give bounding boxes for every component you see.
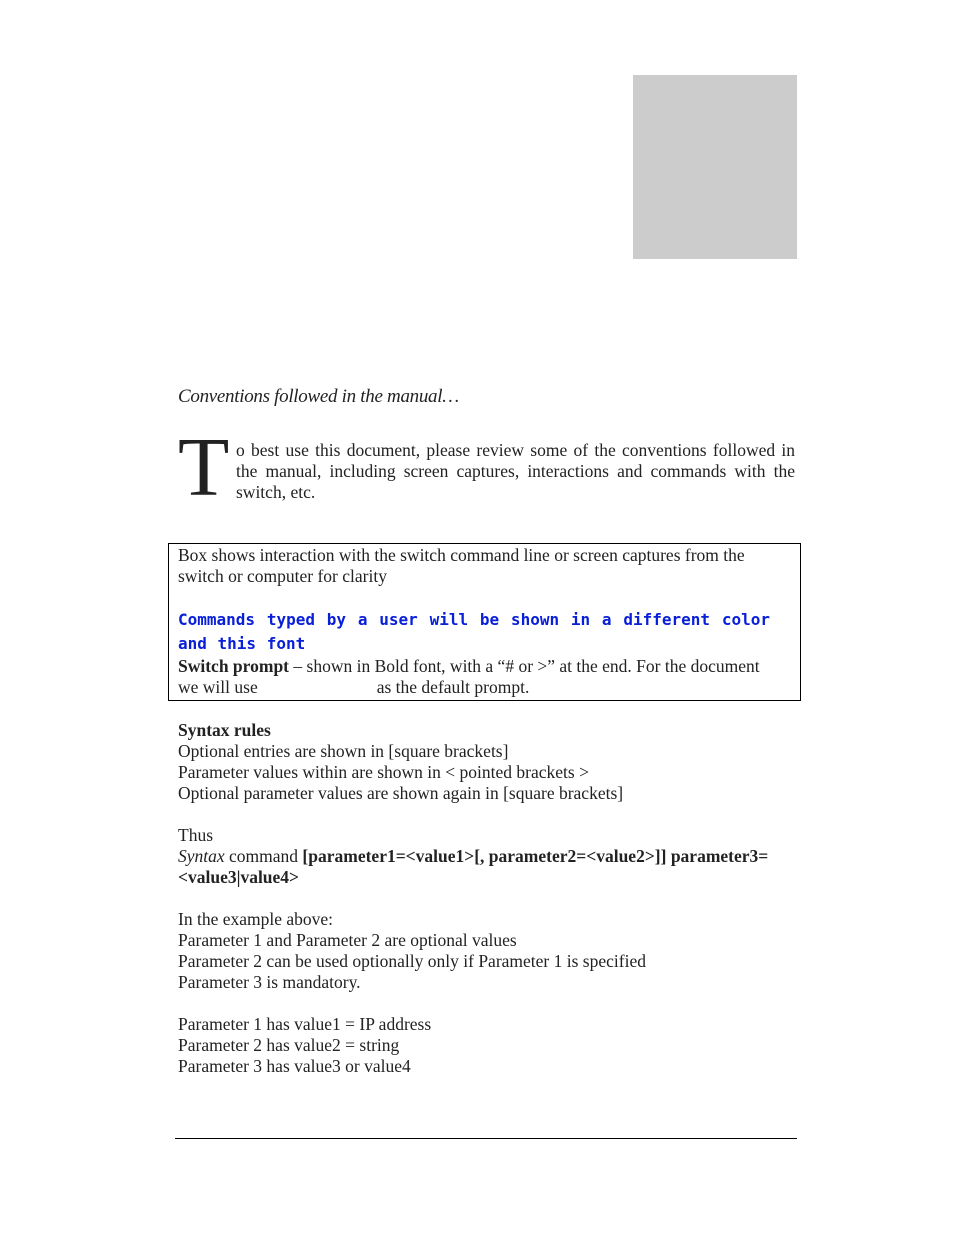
rule-line: Optional parameter values are shown again in [square brackets] [178, 783, 624, 803]
value-line: Parameter 1 has value1 = IP address [178, 1014, 432, 1034]
syntax-example-params: [parameter1=<value1>[, parameter2=<value2>]] parameter3=<value3|value4> [178, 846, 769, 887]
chapter-marker-block [633, 75, 797, 259]
explain-line: Parameter 3 is mandatory. [178, 972, 361, 992]
value-line: Parameter 2 has value2 = string [178, 1035, 400, 1055]
box-description: Box shows interaction with the switch command line or screen captures from the switch or computer for clarity [178, 545, 745, 586]
explain-line: Parameter 2 can be used optionally only if Parameter 1 is specified [178, 951, 646, 971]
prompt-label: Switch prompt [178, 656, 290, 676]
syntax-heading: Syntax rules [178, 720, 271, 740]
intro-paragraph [178, 421, 795, 514]
prompt-tail: as the default prompt. [376, 677, 530, 697]
prompt-description: – shown in Bold font, with a “# or >” at the end. For the document we will use [178, 656, 760, 697]
syntax-section [178, 720, 798, 1077]
footer-rule [175, 1138, 797, 1139]
intro-text: o best use this document, please review some of the conventions followed in the manual, including screen captures, interactions and commands with the switch, etc. [236, 440, 795, 502]
drop-cap: T [178, 421, 230, 514]
prompt-line [178, 656, 770, 698]
value-line: Parameter 3 has value3 or value4 [178, 1056, 411, 1076]
section-title: Conventions followed in the manual… [178, 386, 459, 407]
rule-line: Parameter values within are shown in < pointed brackets > [178, 762, 589, 782]
syntax-example-label: Syntax [178, 846, 225, 866]
syntax-example-word: command [224, 846, 303, 866]
explain-heading: In the example above: [178, 909, 334, 929]
syntax-example [178, 846, 798, 888]
thus-line: Thus [178, 825, 213, 845]
rule-line: Optional entries are shown in [square brackets] [178, 741, 509, 761]
explain-line: Parameter 1 and Parameter 2 are optional values [178, 930, 517, 950]
command-sample: Commands typed by a user will be shown in a different color and this font [178, 610, 770, 653]
convention-box [168, 543, 801, 701]
